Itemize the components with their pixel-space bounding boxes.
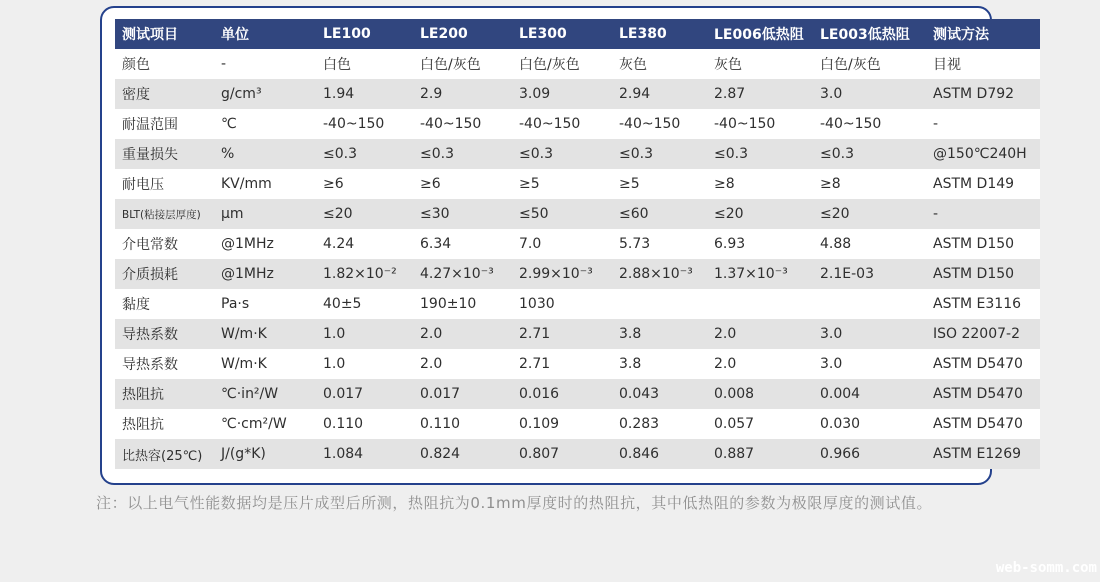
row-label: 耐温范围 xyxy=(115,109,214,139)
table-cell: ASTM D150 xyxy=(926,259,1040,289)
row-label: BLT(粘接层厚度) xyxy=(115,199,214,229)
table-cell: ASTM D5470 xyxy=(926,349,1040,379)
table-cell: 3.0 xyxy=(813,349,926,379)
table-cell: 6.34 xyxy=(413,229,512,259)
table-cell: 2.87 xyxy=(707,79,813,109)
table-cell: 白色/灰色 xyxy=(813,49,926,79)
table-cell: ≥5 xyxy=(612,169,707,199)
table-cell: 2.0 xyxy=(707,319,813,349)
table-cell: 灰色 xyxy=(707,49,813,79)
table-header xyxy=(115,19,1040,49)
table-cell: ℃·in²/W xyxy=(214,379,316,409)
table-row xyxy=(115,349,1040,379)
table-cell: ≤0.3 xyxy=(707,139,813,169)
table-cell: 灰色 xyxy=(612,49,707,79)
table-row xyxy=(115,139,1040,169)
table-cell: ≤20 xyxy=(707,199,813,229)
table-cell: 0.057 xyxy=(707,409,813,439)
table-cell: ≤0.3 xyxy=(512,139,612,169)
table-cell: ≥8 xyxy=(813,169,926,199)
column-header: LE100 xyxy=(316,19,413,49)
table-cell: 白色/灰色 xyxy=(512,49,612,79)
table-cell: 3.8 xyxy=(612,349,707,379)
table-cell: 3.0 xyxy=(813,79,926,109)
table-cell: 0.008 xyxy=(707,379,813,409)
row-label: 耐电压 xyxy=(115,169,214,199)
table-cell: ASTM D5470 xyxy=(926,409,1040,439)
table-cell: -40~150 xyxy=(512,109,612,139)
table-cell: 2.94 xyxy=(612,79,707,109)
table-cell: 0.030 xyxy=(813,409,926,439)
table-cell: W/m·K xyxy=(214,349,316,379)
table-cell: 1.94 xyxy=(316,79,413,109)
table-cell: μm xyxy=(214,199,316,229)
table-cell: 6.93 xyxy=(707,229,813,259)
table-cell: ≤0.3 xyxy=(612,139,707,169)
table-cell: ASTM D150 xyxy=(926,229,1040,259)
table-cell: 0.283 xyxy=(612,409,707,439)
table-cell: ≤30 xyxy=(413,199,512,229)
table-cell: 0.887 xyxy=(707,439,813,469)
table-cell: % xyxy=(214,139,316,169)
table-row xyxy=(115,109,1040,139)
footnote: 注：以上电气性能数据均是压片成型后所测，热阻抗为0.1mm厚度时的热阻抗，其中低热阻的参数为极限厚度的测试值。 xyxy=(96,494,933,512)
column-header: LE006低热阻 xyxy=(707,19,813,49)
table-cell: ASTM D5470 xyxy=(926,379,1040,409)
table-cell: 7.0 xyxy=(512,229,612,259)
table-cell: 2.0 xyxy=(707,349,813,379)
table-cell: 0.109 xyxy=(512,409,612,439)
table-cell: ≤20 xyxy=(813,199,926,229)
table-cell: 3.0 xyxy=(813,319,926,349)
table-row xyxy=(115,199,1040,229)
table-cell: ≥6 xyxy=(413,169,512,199)
table-cell: 1030 xyxy=(512,289,612,319)
table-cell: 0.004 xyxy=(813,379,926,409)
table-cell: Pa·s xyxy=(214,289,316,319)
table-cell: 1.0 xyxy=(316,349,413,379)
table-cell: ASTM E1269 xyxy=(926,439,1040,469)
row-label: 导热系数 xyxy=(115,319,214,349)
table-cell: 0.824 xyxy=(413,439,512,469)
table-cell: 2.0 xyxy=(413,319,512,349)
header-row xyxy=(115,19,1040,49)
table-cell: 2.99×10⁻³ xyxy=(512,259,612,289)
table-cell: ≤0.3 xyxy=(413,139,512,169)
table-cell: ℃·cm²/W xyxy=(214,409,316,439)
table-cell: ≤0.3 xyxy=(813,139,926,169)
table-cell: 1.37×10⁻³ xyxy=(707,259,813,289)
row-label: 介电常数 xyxy=(115,229,214,259)
table-cell: 2.88×10⁻³ xyxy=(612,259,707,289)
table-cell: -40~150 xyxy=(316,109,413,139)
table-cell: 2.0 xyxy=(413,349,512,379)
column-header: 单位 xyxy=(214,19,316,49)
table-row xyxy=(115,49,1040,79)
table-cell: ≥5 xyxy=(512,169,612,199)
table-row xyxy=(115,319,1040,349)
spec-card xyxy=(100,6,1027,485)
row-label: 热阻抗 xyxy=(115,409,214,439)
column-header: LE380 xyxy=(612,19,707,49)
table-body xyxy=(115,49,1040,469)
table-cell: 0.966 xyxy=(813,439,926,469)
table-cell: 0.016 xyxy=(512,379,612,409)
table-cell: 2.9 xyxy=(413,79,512,109)
table-cell: 40±5 xyxy=(316,289,413,319)
table-cell: @1MHz xyxy=(214,259,316,289)
table-row xyxy=(115,259,1040,289)
table-cell: - xyxy=(926,199,1040,229)
table-cell: ℃ xyxy=(214,109,316,139)
table-cell: 0.846 xyxy=(612,439,707,469)
table-cell: 2.71 xyxy=(512,319,612,349)
table-cell: 1.0 xyxy=(316,319,413,349)
table-cell xyxy=(612,289,707,319)
column-header: LE003低热阻 xyxy=(813,19,926,49)
row-label: 导热系数 xyxy=(115,349,214,379)
table-row xyxy=(115,379,1040,409)
table-cell: W/m·K xyxy=(214,319,316,349)
table-cell: J/(g*K) xyxy=(214,439,316,469)
table-cell: ≥6 xyxy=(316,169,413,199)
table-row xyxy=(115,79,1040,109)
table-cell: 190±10 xyxy=(413,289,512,319)
table-cell: 0.807 xyxy=(512,439,612,469)
table-cell: - xyxy=(926,109,1040,139)
table-cell: -40~150 xyxy=(707,109,813,139)
table-cell: 目视 xyxy=(926,49,1040,79)
row-label: 介质损耗 xyxy=(115,259,214,289)
table-cell: @150℃240H xyxy=(926,139,1040,169)
table-cell: ASTM D792 xyxy=(926,79,1040,109)
table-cell: 5.73 xyxy=(612,229,707,259)
table-cell: 白色/灰色 xyxy=(413,49,512,79)
table-cell: 0.110 xyxy=(413,409,512,439)
column-header: LE200 xyxy=(413,19,512,49)
row-label: 比热容(25℃) xyxy=(115,439,214,469)
table-cell: -40~150 xyxy=(813,109,926,139)
table-cell: ≥8 xyxy=(707,169,813,199)
table-row xyxy=(115,409,1040,439)
row-label: 热阻抗 xyxy=(115,379,214,409)
table-cell: @1MHz xyxy=(214,229,316,259)
row-label: 颜色 xyxy=(115,49,214,79)
table-cell: 3.09 xyxy=(512,79,612,109)
table-cell: ≤20 xyxy=(316,199,413,229)
spec-table xyxy=(115,19,1040,469)
table-cell: 0.110 xyxy=(316,409,413,439)
row-label: 黏度 xyxy=(115,289,214,319)
table-cell: - xyxy=(214,49,316,79)
table-cell: KV/mm xyxy=(214,169,316,199)
table-cell: 白色 xyxy=(316,49,413,79)
table-cell: ≤60 xyxy=(612,199,707,229)
table-cell: 1.084 xyxy=(316,439,413,469)
table-cell: 0.043 xyxy=(612,379,707,409)
table-cell xyxy=(813,289,926,319)
table-row xyxy=(115,169,1040,199)
table-cell: 4.24 xyxy=(316,229,413,259)
table-row xyxy=(115,229,1040,259)
table-cell: 2.71 xyxy=(512,349,612,379)
column-header: 测试方法 xyxy=(926,19,1040,49)
table-cell xyxy=(707,289,813,319)
table-cell: 4.27×10⁻³ xyxy=(413,259,512,289)
table-row xyxy=(115,289,1040,319)
table-cell: -40~150 xyxy=(612,109,707,139)
row-label: 重量损失 xyxy=(115,139,214,169)
table-cell: 0.017 xyxy=(413,379,512,409)
table-cell: ≤50 xyxy=(512,199,612,229)
column-header: LE300 xyxy=(512,19,612,49)
column-header: 测试项目 xyxy=(115,19,214,49)
table-cell: ISO 22007-2 xyxy=(926,319,1040,349)
watermark: web-somm.com xyxy=(995,560,1097,576)
row-label: 密度 xyxy=(115,79,214,109)
table-row xyxy=(115,439,1040,469)
table-cell: -40~150 xyxy=(413,109,512,139)
table-cell: 1.82×10⁻² xyxy=(316,259,413,289)
table-cell: 4.88 xyxy=(813,229,926,259)
table-cell: ≤0.3 xyxy=(316,139,413,169)
table-cell: g/cm³ xyxy=(214,79,316,109)
table-cell: ASTM D149 xyxy=(926,169,1040,199)
table-cell: 0.017 xyxy=(316,379,413,409)
table-cell: 2.1E-03 xyxy=(813,259,926,289)
table-cell: 3.8 xyxy=(612,319,707,349)
table-cell: ASTM E3116 xyxy=(926,289,1040,319)
